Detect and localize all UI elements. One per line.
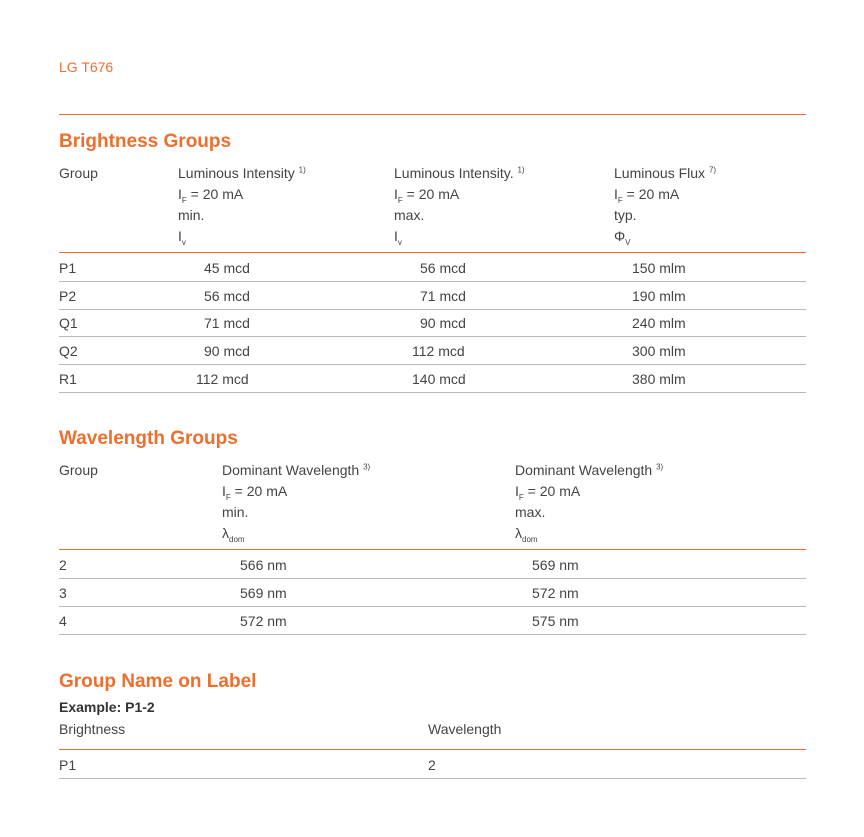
flux-cell: 190 mlm [632, 288, 686, 304]
wl-col2-symbol-sub: dom [522, 534, 538, 544]
wavelength-section-title: Wavelength Groups [59, 428, 238, 449]
min-intensity-cell: 56 mcd [204, 288, 250, 304]
col1-cond-rest: = 20 mA [186, 186, 244, 202]
flux-cell: 150 mlm [632, 260, 686, 276]
col1-stat: min. [178, 207, 205, 223]
max-wavelength-cell: 575 nm [532, 613, 579, 629]
wl-col2-stat: max. [515, 504, 546, 520]
table-row [59, 579, 806, 607]
min-intensity-cell: 45 mcd [204, 260, 250, 276]
col3-footnote: 7) [708, 165, 717, 175]
group-cell: P1 [59, 260, 77, 276]
wl-col2-cond-rest: = 20 mA [523, 483, 581, 499]
col2-footnote: 1) [517, 165, 525, 175]
max-intensity-cell: 56 mcd [420, 260, 466, 276]
col1-footnote: 1) [298, 165, 306, 175]
col2-cond-sub: F [397, 195, 403, 205]
min-wavelength-cell: 572 nm [240, 613, 287, 629]
wavelength-header-col2 [515, 460, 663, 544]
table-row [59, 607, 806, 635]
group-cell: Q2 [59, 343, 78, 359]
col3-name: Luminous Flux [614, 165, 706, 181]
col3-cond-rest: = 20 mA [622, 186, 680, 202]
col2-stat: max. [394, 207, 425, 223]
brightness-header-col1 [178, 163, 306, 247]
wavelength-header-col1 [222, 460, 370, 544]
group-cell: 3 [59, 585, 67, 601]
group-cell: P2 [59, 288, 77, 304]
col2-symbol: I [394, 228, 398, 244]
max-wavelength-cell: 572 nm [532, 585, 579, 601]
wl-col1-stat: min. [222, 504, 249, 520]
col2-name: Luminous Intensity. [394, 165, 514, 181]
brightness-header-group: Group [59, 165, 98, 181]
wl-col1-footnote: 3) [363, 462, 371, 472]
group-cell: R1 [59, 371, 77, 387]
max-intensity-cell: 90 mcd [420, 315, 466, 331]
label-header-brightness: Brightness [59, 721, 126, 737]
wl-col2-cond-sub: F [518, 492, 524, 502]
col3-cond-sub: F [617, 195, 623, 205]
flux-cell: 240 mlm [632, 315, 686, 331]
group-cell: Q1 [59, 315, 78, 331]
brightness-header-col2 [394, 163, 525, 247]
label-header-rule [59, 749, 806, 750]
table-row [59, 337, 806, 365]
table-row [59, 365, 806, 393]
brightness-section-title: Brightness Groups [59, 131, 232, 152]
brightness-header-col3 [614, 163, 716, 247]
min-intensity-cell: 71 mcd [204, 315, 250, 331]
col2-cond: I [394, 186, 398, 202]
wl-col1-cond: I [222, 483, 226, 499]
min-wavelength-cell: 569 nm [240, 585, 287, 601]
col3-symbol-sub: V [625, 237, 631, 247]
max-wavelength-cell: 569 nm [532, 557, 579, 573]
wl-col1-cond-rest: = 20 mA [230, 483, 288, 499]
max-intensity-cell: 71 mcd [420, 288, 466, 304]
wl-col1-name: Dominant Wavelength [222, 462, 360, 478]
table-row [59, 254, 806, 282]
min-intensity-cell: 112 mcd [196, 371, 249, 387]
wl-col1-cond-sub: F [225, 492, 231, 502]
wavelength-header-group: Group [59, 462, 98, 478]
col3-stat: typ. [614, 207, 637, 223]
wl-col1-symbol: λ [222, 525, 229, 541]
wl-col2-cond: I [515, 483, 519, 499]
col1-cond: I [178, 186, 182, 202]
label-section-title: Group Name on Label [59, 671, 257, 692]
flux-cell: 380 mlm [632, 371, 686, 387]
col1-symbol-sub: v [181, 237, 186, 247]
table-row [59, 309, 806, 337]
wl-col2-symbol: λ [515, 525, 522, 541]
col1-cond-sub: F [181, 195, 187, 205]
min-intensity-cell: 90 mcd [204, 343, 250, 359]
wl-col1-symbol-sub: dom [229, 534, 245, 544]
label-brightness-cell: P1 [59, 757, 77, 773]
col1-symbol: I [178, 228, 182, 244]
col1-name: Luminous Intensity [178, 165, 295, 181]
wl-col2-name: Dominant Wavelength [515, 462, 653, 478]
label-example: Example: P1-2 [59, 699, 155, 715]
flux-cell: 300 mlm [632, 343, 686, 359]
group-cell: 4 [59, 613, 67, 629]
col2-cond-rest: = 20 mA [402, 186, 460, 202]
label-header-wavelength: Wavelength [428, 721, 502, 737]
group-cell: 2 [59, 557, 67, 573]
min-wavelength-cell: 566 nm [240, 557, 287, 573]
wl-col2-footnote: 3) [656, 462, 664, 472]
table-row [59, 282, 806, 310]
header-divider [59, 114, 806, 115]
document-title: LG T676 [59, 59, 114, 75]
col3-symbol: Φ [614, 228, 626, 244]
max-intensity-cell: 140 mcd [412, 371, 466, 387]
table-row [59, 751, 806, 779]
wavelength-header-rule [59, 549, 806, 550]
col3-cond: I [614, 186, 618, 202]
max-intensity-cell: 112 mcd [412, 343, 465, 359]
label-wavelength-cell: 2 [428, 757, 436, 773]
brightness-header-rule [59, 252, 806, 253]
table-row [59, 551, 806, 579]
col2-symbol-sub: v [397, 237, 402, 247]
